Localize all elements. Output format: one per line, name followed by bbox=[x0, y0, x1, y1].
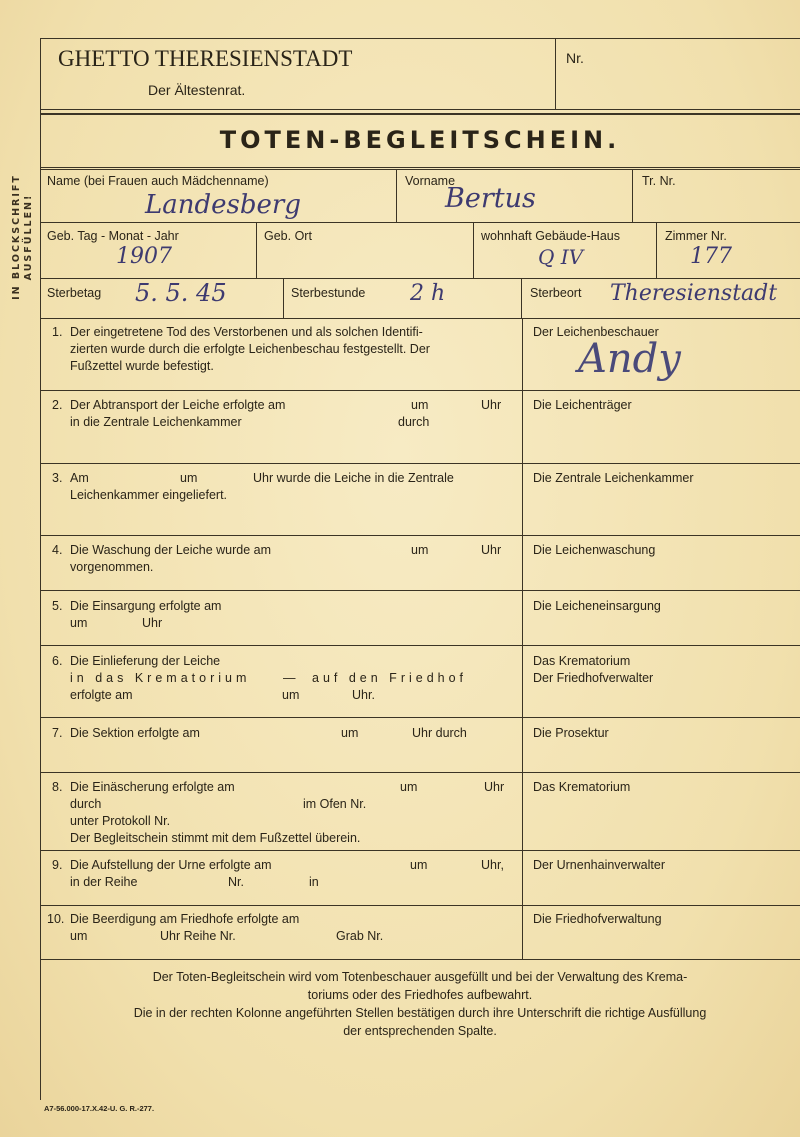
sec9-num: 9. bbox=[52, 858, 63, 872]
sec9-line2: in der Reihe bbox=[70, 875, 138, 889]
sec6-right-2: Der Friedhofverwalter bbox=[533, 671, 654, 685]
sec5-line1: Die Einsargung erfolgte am bbox=[70, 599, 222, 613]
sec3-uhr-text: Uhr wurde die Leiche in die Zentrale bbox=[253, 471, 454, 485]
sec6-um: um bbox=[282, 688, 300, 702]
sec2-right: Die Leichenträger bbox=[533, 398, 632, 412]
sec2-line2: in die Zentrale Leichenkammer bbox=[70, 415, 242, 429]
zimmer-value: 177 bbox=[690, 244, 732, 269]
sec10-line1: Die Beerdigung am Friedhofe erfolgte am bbox=[70, 912, 300, 926]
sec9-in: in bbox=[309, 875, 319, 889]
sec6-friedhof: auf den Friedhof bbox=[312, 671, 468, 685]
sec9-line1: Die Aufstellung der Urne erfolgte am bbox=[70, 858, 272, 872]
sec2-durch: durch bbox=[398, 415, 430, 429]
name-value: Landesberg bbox=[145, 190, 301, 220]
sec1-line3: Fußzettel wurde befestigt. bbox=[70, 359, 214, 373]
vorname-value: Bertus bbox=[445, 183, 536, 214]
sec1-line2: zierten wurde durch die erfolgte Leichenbeschau festgestellt. Der bbox=[70, 342, 430, 356]
row1-div-1 bbox=[396, 169, 397, 222]
sec4-um: um bbox=[411, 543, 429, 557]
sec9-uhr: Uhr, bbox=[481, 858, 504, 872]
row2-div-2 bbox=[473, 222, 474, 278]
footer-line-1: Der Toten-Begleitschein wird vom Totenbeschauer ausgefüllt und bei der Verwaltung des Krema- bbox=[152, 970, 688, 984]
sec1-line1: Der eingetretene Tod des Verstorbenen und als solchen Identifi- bbox=[70, 325, 423, 339]
sec8-right: Das Krematorium bbox=[533, 780, 631, 794]
sec4-right: Die Leichenwaschung bbox=[533, 543, 656, 557]
sec8-ofen: im Ofen Nr. bbox=[303, 797, 367, 811]
sec3-bottom bbox=[40, 535, 800, 536]
sec2-line1: Der Abtransport der Leiche erfolgte am bbox=[70, 398, 286, 412]
sec8-line1: Die Einäscherung erfolgte am bbox=[70, 780, 235, 794]
sec6-num: 6. bbox=[52, 654, 63, 668]
sec3-line1: Am bbox=[70, 471, 89, 485]
sec8-um: um bbox=[400, 780, 418, 794]
sec6-bottom bbox=[40, 717, 800, 718]
footer-line-3: Die in der rechten Kolonne angeführten Stellen bestätigen durch ihre Unterschrift die richtige Ausfüllung bbox=[133, 1006, 707, 1020]
sec4-uhr: Uhr bbox=[481, 543, 502, 557]
vorname-label: Vorname bbox=[405, 174, 456, 188]
side-note-line-1: IN BLOCKSCHRIFT bbox=[11, 174, 22, 300]
row1-bottom bbox=[40, 222, 800, 223]
sec10-grab: Grab Nr. bbox=[336, 929, 384, 943]
name-label: Name (bei Frauen auch Mädchenname) bbox=[47, 174, 269, 188]
sec7-um: um bbox=[341, 726, 359, 740]
sec1-bottom bbox=[40, 390, 800, 391]
sterbestunde-label: Sterbestunde bbox=[291, 286, 366, 300]
sec7-right: Die Prosektur bbox=[533, 726, 609, 740]
sterbeort-label: Sterbeort bbox=[530, 286, 582, 300]
sec4-line2: vorgenommen. bbox=[70, 560, 154, 574]
footer-line-2: toriums oder des Friedhofes aufbewahrt. bbox=[307, 988, 533, 1002]
sections-divider bbox=[522, 318, 523, 959]
zimmer-label: Zimmer Nr. bbox=[665, 229, 727, 243]
form-title: TOTEN-BEGLEITSCHEIN. bbox=[219, 126, 621, 154]
sec4-num: 4. bbox=[52, 543, 63, 557]
sec8-num: 8. bbox=[52, 780, 63, 794]
frame-left bbox=[40, 38, 41, 1100]
row3-bottom bbox=[40, 318, 800, 319]
side-note bbox=[11, 162, 35, 312]
wohnhaft-label: wohnhaft Gebäude-Haus bbox=[481, 229, 620, 243]
sec9-bottom bbox=[40, 905, 800, 906]
sterbestunde-value: 2 h bbox=[410, 281, 446, 306]
geb-ort-label: Geb. Ort bbox=[264, 229, 312, 243]
sec4-line1: Die Waschung der Leiche wurde am bbox=[70, 543, 272, 557]
row3-div-1 bbox=[283, 278, 284, 318]
sec8-line2: durch bbox=[70, 797, 102, 811]
sec8-line4: Der Begleitschein stimmt mit dem Fußzettel überein. bbox=[70, 831, 361, 845]
sec6-line1: Die Einlieferung der Leiche bbox=[70, 654, 221, 668]
sec3-num: 3. bbox=[52, 471, 63, 485]
sec7-uhr: Uhr durch bbox=[412, 726, 467, 740]
row2-div-3 bbox=[656, 222, 657, 278]
sec2-bottom bbox=[40, 463, 800, 464]
sec9-nr: Nr. bbox=[228, 875, 244, 889]
sec7-bottom bbox=[40, 772, 800, 773]
sec8-bottom bbox=[40, 850, 800, 851]
tr-nr-label: Tr. Nr. bbox=[642, 174, 676, 188]
sec8-uhr: Uhr bbox=[484, 780, 505, 794]
org-name: GHETTO THERESIENSTADT bbox=[58, 46, 353, 71]
sec10-right: Die Friedhofverwaltung bbox=[533, 912, 662, 926]
sec9-um: um bbox=[410, 858, 428, 872]
sec5-right: Die Leicheneinsargung bbox=[533, 599, 661, 613]
geb-tag-value: 1907 bbox=[116, 244, 172, 269]
header-divider bbox=[555, 38, 556, 110]
sec6-dash: — bbox=[283, 671, 296, 685]
sec1-num: 1. bbox=[52, 325, 63, 339]
header-bottom-1 bbox=[40, 109, 800, 110]
nr-label: Nr. bbox=[566, 50, 584, 66]
sec10-num: 10. bbox=[47, 912, 65, 926]
sec6-right-1: Das Krematorium bbox=[533, 654, 631, 668]
sec1-right: Der Leichenbeschauer bbox=[533, 325, 659, 339]
sec5-uhr: Uhr bbox=[142, 616, 163, 630]
sec6-line3: erfolgte am bbox=[70, 688, 133, 702]
sec5-line2: um bbox=[70, 616, 88, 630]
sec8-line3: unter Protokoll Nr. bbox=[70, 814, 171, 828]
sec7-num: 7. bbox=[52, 726, 63, 740]
sec4-bottom bbox=[40, 590, 800, 591]
signature: Andy bbox=[578, 336, 681, 382]
sterbeort-value: Theresienstadt bbox=[610, 281, 778, 306]
header-bottom-2 bbox=[40, 113, 800, 115]
sec9-right: Der Urnenhainverwalter bbox=[533, 858, 666, 872]
sec10-bottom bbox=[40, 959, 800, 960]
row2-div-1 bbox=[256, 222, 257, 278]
sec5-num: 5. bbox=[52, 599, 63, 613]
print-code: A7-56.000-17.X.42-U. G. R.-277. bbox=[44, 1104, 155, 1113]
sec2-num: 2. bbox=[52, 398, 63, 412]
sec3-line2: Leichenkammer eingeliefert. bbox=[70, 488, 228, 502]
sec2-uhr: Uhr bbox=[481, 398, 502, 412]
sterbetag-label: Sterbetag bbox=[47, 286, 102, 300]
sec6-line2: in das Krematorium bbox=[70, 671, 251, 685]
footer-note bbox=[44, 968, 796, 1040]
sterbetag-value: 5. 5. 45 bbox=[135, 279, 227, 307]
title-bottom bbox=[40, 167, 800, 168]
sec10-line2: um bbox=[70, 929, 88, 943]
sec3-um: um bbox=[180, 471, 198, 485]
row3-div-2 bbox=[521, 278, 522, 318]
side-note-line-2: AUSFÜLLEN! bbox=[23, 193, 34, 281]
sec2-um: um bbox=[411, 398, 429, 412]
sec7-line1: Die Sektion erfolgte am bbox=[70, 726, 200, 740]
frame-top bbox=[40, 38, 800, 39]
geb-tag-label: Geb. Tag - Monat - Jahr bbox=[47, 229, 179, 243]
row1-div-2 bbox=[632, 169, 633, 222]
org-subtitle: Der Ältestenrat. bbox=[148, 82, 246, 98]
wohnhaft-value: Q IV bbox=[538, 245, 584, 269]
sec5-bottom bbox=[40, 645, 800, 646]
sec3-right: Die Zentrale Leichenkammer bbox=[533, 471, 694, 485]
title-bottom-2 bbox=[40, 169, 800, 170]
sec10-uhr-reihe: Uhr Reihe Nr. bbox=[160, 929, 236, 943]
footer-line-4: der entsprechenden Spalte. bbox=[343, 1024, 497, 1038]
sec6-uhr: Uhr. bbox=[352, 688, 375, 702]
